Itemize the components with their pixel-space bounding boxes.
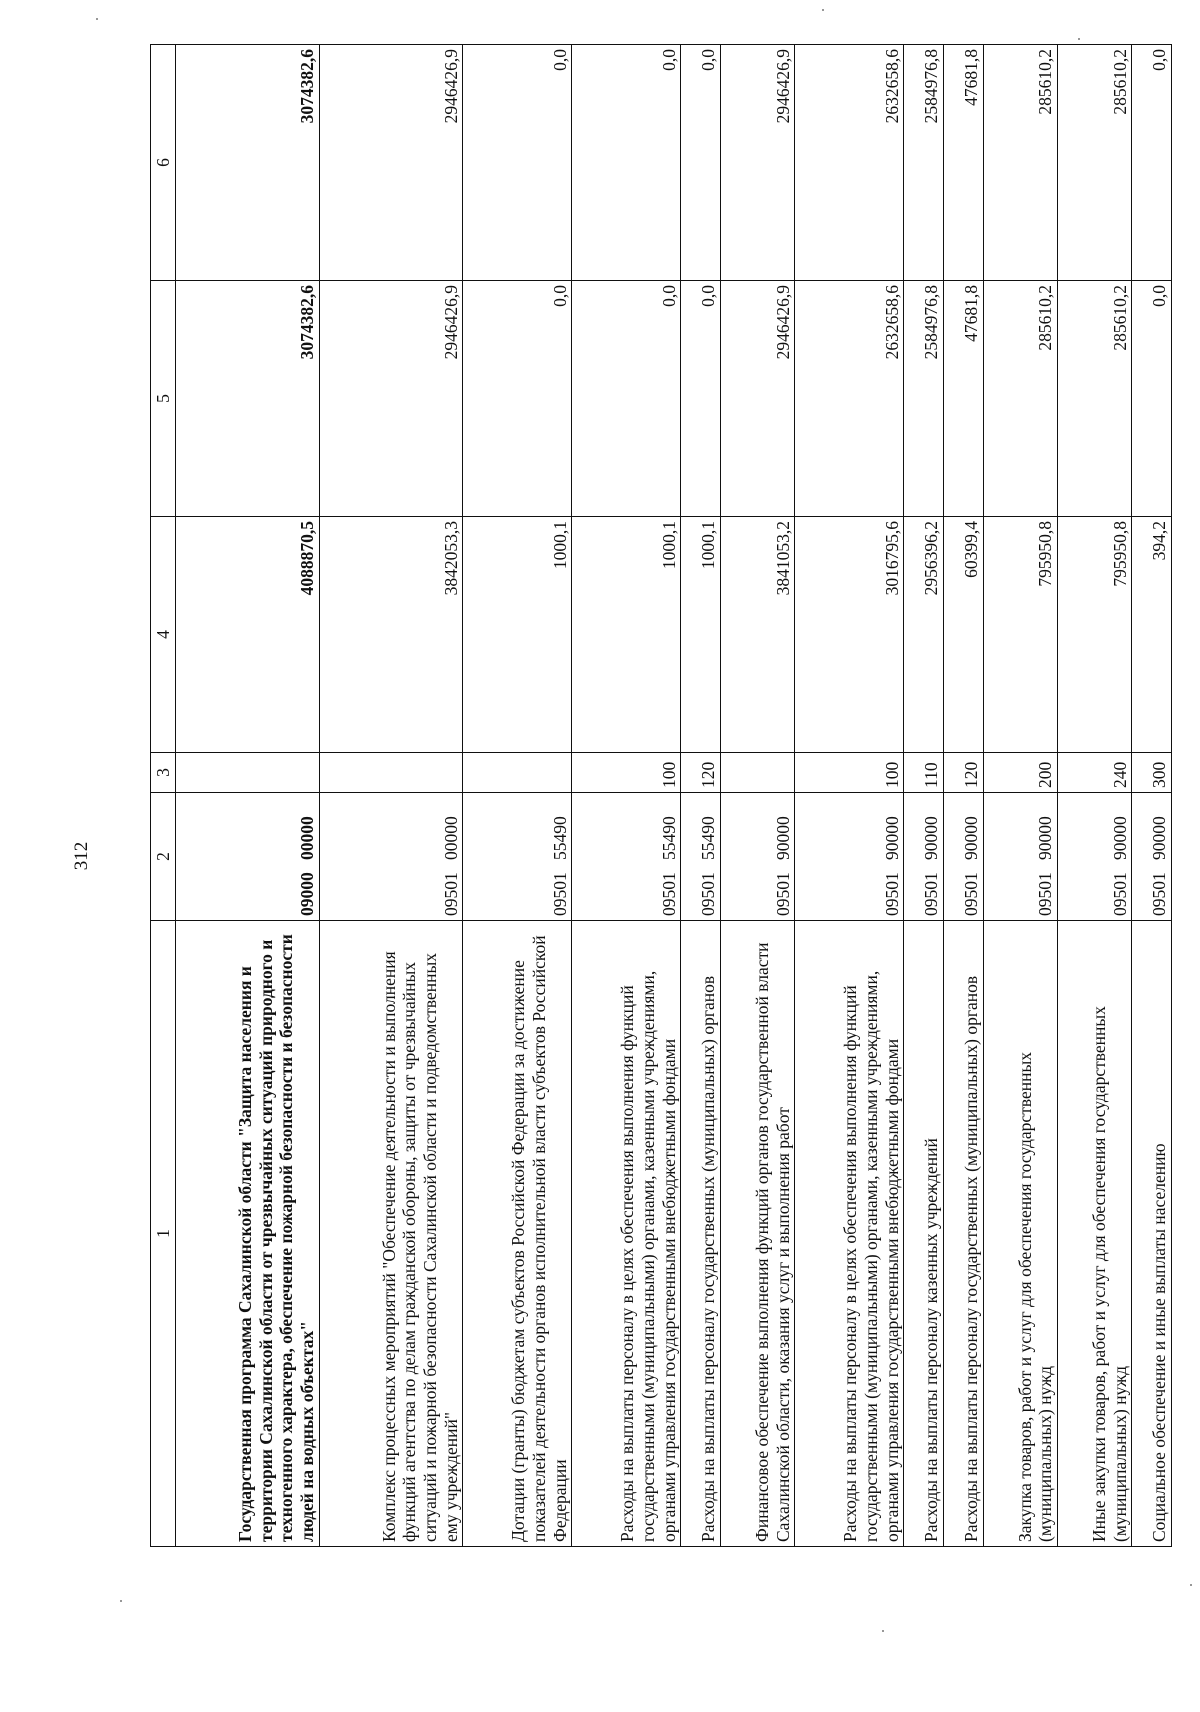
row-expense-type: 110 xyxy=(904,753,944,793)
row-amount-2: 2946426,9 xyxy=(720,281,794,517)
row-name: Расходы на выплаты персоналу в целях обеспечения выполнения функций государственными (муниципальными) органами, казенными учреждениями, органами управления государственными внебюджетными фондами xyxy=(572,921,681,1547)
row-expense-type: 300 xyxy=(1132,753,1172,793)
code-direction: 55490 xyxy=(698,816,719,860)
table-row xyxy=(572,45,681,1547)
code-program: 09501 xyxy=(921,872,942,916)
row-target-code xyxy=(795,793,904,921)
code-program: 09501 xyxy=(1035,872,1056,916)
row-amount-3: 47681,8 xyxy=(943,45,983,281)
row-amount-1: 1000,1 xyxy=(681,517,721,753)
code-program: 09501 xyxy=(698,872,719,916)
row-name: Расходы на выплаты персоналу государственных (муниципальных) органов xyxy=(943,921,983,1547)
scan-speck xyxy=(822,9,824,11)
row-amount-2: 285610,2 xyxy=(1057,281,1131,517)
code-direction: 00000 xyxy=(296,816,317,860)
row-target-code xyxy=(572,793,681,921)
row-name: Государственная программа Сахалинской области "Защита населения и территории Сахалинской области от чрезвычайных ситуаций природного и техногенного характера, обеспечение пожарной безопасности и безопасности людей на водных объектах" xyxy=(176,921,320,1547)
header-col-5: 5 xyxy=(151,281,176,517)
header-col-1: 1 xyxy=(151,921,176,1547)
row-amount-2: 47681,8 xyxy=(943,281,983,517)
row-amount-1: 795950,8 xyxy=(983,517,1057,753)
row-amount-2: 0,0 xyxy=(463,281,572,517)
code-direction: 55490 xyxy=(549,816,570,860)
scan-speck xyxy=(1078,38,1080,40)
code-direction: 00000 xyxy=(440,816,461,860)
code-direction: 55490 xyxy=(658,816,679,860)
page-number: 312 xyxy=(71,841,92,871)
code-program: 09000 xyxy=(296,872,317,916)
row-amount-3: 285610,2 xyxy=(1057,45,1131,281)
table-row xyxy=(319,45,463,1547)
row-expense-type xyxy=(319,753,463,793)
code-program: 09501 xyxy=(549,872,570,916)
row-name: Расходы на выплаты персоналу государственных (муниципальных) органов xyxy=(681,921,721,1547)
row-target-code xyxy=(681,793,721,921)
table-row xyxy=(720,45,794,1547)
code-program: 09501 xyxy=(1149,872,1170,916)
row-amount-2: 0,0 xyxy=(681,281,721,517)
table-row xyxy=(983,45,1057,1547)
rotated-table-frame xyxy=(150,45,1172,1547)
row-amount-1: 1000,1 xyxy=(463,517,572,753)
row-expense-type xyxy=(463,753,572,793)
row-name: Закупка товаров, работ и услуг для обеспечения государственных (муниципальных) нужд xyxy=(983,921,1057,1547)
header-row xyxy=(151,45,176,1547)
row-amount-1: 795950,8 xyxy=(1057,517,1131,753)
header-col-6: 6 xyxy=(151,45,176,281)
scan-speck xyxy=(1190,1584,1192,1586)
code-program: 09501 xyxy=(658,872,679,916)
row-amount-3: 3074382,6 xyxy=(176,45,320,281)
row-amount-3: 0,0 xyxy=(463,45,572,281)
row-amount-1: 394,2 xyxy=(1132,517,1172,753)
row-expense-type: 240 xyxy=(1057,753,1131,793)
row-amount-2: 285610,2 xyxy=(983,281,1057,517)
code-direction: 90000 xyxy=(1035,816,1056,860)
row-expense-type: 120 xyxy=(681,753,721,793)
row-amount-2: 2946426,9 xyxy=(319,281,463,517)
scan-speck xyxy=(882,1630,884,1632)
row-expense-type: 120 xyxy=(943,753,983,793)
row-name: Иные закупки товаров, работ и услуг для обеспечения государственных (муниципальных) нужд xyxy=(1057,921,1131,1547)
row-amount-1: 2956396,2 xyxy=(904,517,944,753)
scan-speck xyxy=(120,1600,122,1602)
row-name: Социальное обеспечение и иные выплаты населению xyxy=(1132,921,1172,1547)
row-expense-type xyxy=(720,753,794,793)
code-program: 09501 xyxy=(1109,872,1130,916)
row-amount-2: 2632658,6 xyxy=(795,281,904,517)
row-amount-3: 2632658,6 xyxy=(795,45,904,281)
table-row xyxy=(1132,45,1172,1547)
table-row xyxy=(176,45,320,1547)
table-body xyxy=(176,45,1172,1547)
row-amount-1: 1000,1 xyxy=(572,517,681,753)
code-program: 09501 xyxy=(881,872,902,916)
row-name: Расходы на выплаты персоналу казенных учреждений xyxy=(904,921,944,1547)
row-target-code xyxy=(319,793,463,921)
table-row xyxy=(463,45,572,1547)
code-direction: 90000 xyxy=(1109,816,1130,860)
row-target-code xyxy=(1132,793,1172,921)
row-amount-2: 0,0 xyxy=(1132,281,1172,517)
code-program: 09501 xyxy=(772,872,793,916)
row-expense-type: 100 xyxy=(572,753,681,793)
table-row xyxy=(681,45,721,1547)
code-direction: 90000 xyxy=(921,816,942,860)
row-name: Расходы на выплаты персоналу в целях обеспечения выполнения функций государственными (муниципальными) органами, казенными учреждениями, органами управления государственными внебюджетными фондами xyxy=(795,921,904,1547)
row-target-code xyxy=(943,793,983,921)
row-amount-2: 3074382,6 xyxy=(176,281,320,517)
header-col-2: 2 xyxy=(151,793,176,921)
row-target-code xyxy=(904,793,944,921)
row-amount-3: 2946426,9 xyxy=(720,45,794,281)
scan-speck xyxy=(96,18,98,20)
table-row xyxy=(943,45,983,1547)
header-col-4: 4 xyxy=(151,517,176,753)
row-amount-3: 285610,2 xyxy=(983,45,1057,281)
row-amount-1: 3016795,6 xyxy=(795,517,904,753)
row-amount-3: 2584976,8 xyxy=(904,45,944,281)
row-amount-3: 2946426,9 xyxy=(319,45,463,281)
header-col-3: 3 xyxy=(151,753,176,793)
code-direction: 90000 xyxy=(772,816,793,860)
row-amount-3: 0,0 xyxy=(681,45,721,281)
row-amount-1: 4088870,5 xyxy=(176,517,320,753)
code-direction: 90000 xyxy=(960,816,981,860)
row-amount-2: 0,0 xyxy=(572,281,681,517)
row-target-code xyxy=(176,793,320,921)
row-target-code xyxy=(463,793,572,921)
row-amount-1: 3842053,3 xyxy=(319,517,463,753)
table-row xyxy=(795,45,904,1547)
table-row xyxy=(904,45,944,1547)
row-target-code xyxy=(1057,793,1131,921)
table-row xyxy=(1057,45,1131,1547)
budget-table xyxy=(150,44,1172,1547)
row-amount-1: 60399,4 xyxy=(943,517,983,753)
row-expense-type: 200 xyxy=(983,753,1057,793)
row-name: Финансовое обеспечение выполнения функций органов государственной власти Сахалинской области, оказания услуг и выполнения работ xyxy=(720,921,794,1547)
row-expense-type: 100 xyxy=(795,753,904,793)
code-program: 09501 xyxy=(960,872,981,916)
code-direction: 90000 xyxy=(881,816,902,860)
row-amount-3: 0,0 xyxy=(572,45,681,281)
row-amount-3: 0,0 xyxy=(1132,45,1172,281)
row-target-code xyxy=(720,793,794,921)
row-target-code xyxy=(983,793,1057,921)
code-program: 09501 xyxy=(440,872,461,916)
row-amount-1: 3841053,2 xyxy=(720,517,794,753)
code-direction: 90000 xyxy=(1149,816,1170,860)
row-name: Дотации (гранты) бюджетам субъектов Российской Федерации за достижение показателей деятельности органов исполнительной власти субъектов Российской Федерации xyxy=(463,921,572,1547)
row-amount-2: 2584976,8 xyxy=(904,281,944,517)
row-expense-type xyxy=(176,753,320,793)
row-name: Комплекс процессных мероприятий "Обеспечение деятельности и выполнения функций агентства по делам гражданской обороны, защиты от чрезвычайных ситуаций и пожарной безопасности Сахалинской области и подведомственных ему учреждений" xyxy=(319,921,463,1547)
